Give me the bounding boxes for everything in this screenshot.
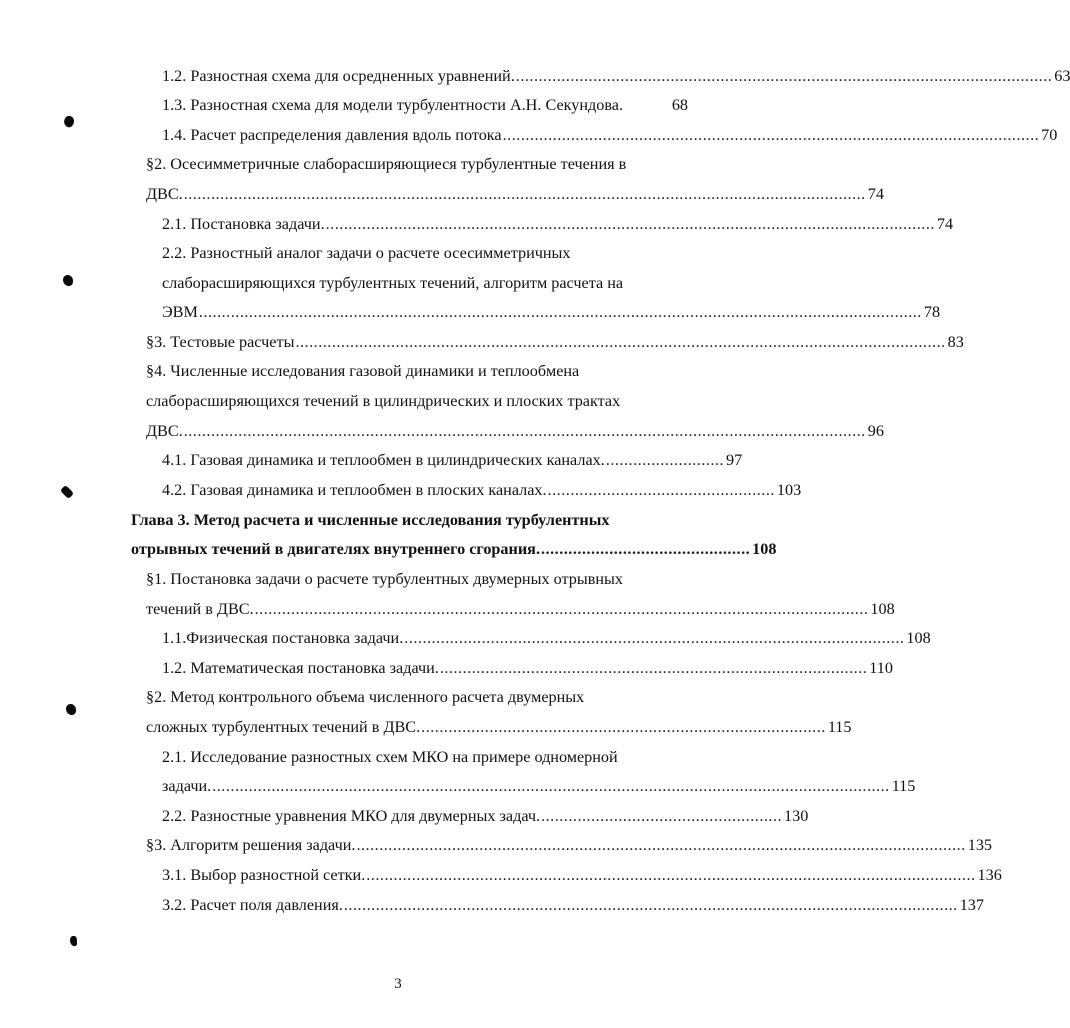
toc-entry-text: ДВС. xyxy=(146,422,183,440)
toc-entry xyxy=(162,95,688,115)
toc-entry xyxy=(162,480,802,500)
toc-entry xyxy=(162,214,954,234)
toc-entry-page: 108 xyxy=(906,629,931,647)
toc-entry-text: §3. Тестовые расчеты xyxy=(146,333,295,351)
toc-entry-page: 63 xyxy=(1054,67,1070,85)
toc-entry xyxy=(146,717,852,737)
toc-entry-text: 2.1. Исследование разностных схем МКО на примере одномерной xyxy=(162,748,618,766)
toc-entry xyxy=(146,154,688,174)
dot-leader: ............................................................................................................................................... xyxy=(295,333,946,351)
toc-entry-text: §1. Постановка задачи о расчете турбулентных двумерных отрывных xyxy=(146,570,624,588)
toc-entry-page: 97 xyxy=(726,451,743,469)
toc-entry-text: 2.2. Разностный аналог задачи о расчете осесимметричных xyxy=(162,244,571,262)
toc-entry-text: 2.2. Разностные уравнения МКО для двумерных задач. xyxy=(162,807,541,825)
dot-leader: ...................................................................................................................................... xyxy=(356,836,966,854)
toc-entry-text: 1.3. Разностная схема для модели турбулентности А.Н. Секундова. xyxy=(162,96,624,114)
toc-entry-text: слаборасширяющихся турбулентных течений, алгоритм расчета на xyxy=(162,274,624,292)
page-number: 3 xyxy=(394,976,402,992)
toc-entry xyxy=(162,273,688,293)
toc-entry xyxy=(162,865,1002,885)
toc-entry-text: отрывных течений в двигателях внутреннего сгорания. xyxy=(131,540,540,558)
toc-entry-page: 108 xyxy=(752,540,777,558)
toc-entry-page: 83 xyxy=(947,333,964,351)
toc-entry-text: 2.1. Постановка задачи. xyxy=(162,215,325,233)
toc-entry xyxy=(162,895,984,915)
toc-entry-page: 70 xyxy=(1041,126,1058,144)
toc-entry-text: 1.1.Физическая постановка задачи. xyxy=(162,629,404,647)
dot-leader: .......................... xyxy=(605,451,724,469)
toc-entry-text: §2. Осесимметричные слаборасширяющиеся турбулентные течения в xyxy=(146,155,627,173)
toc-entry-text: §2. Метод контрольного объема численного расчета двумерных xyxy=(146,688,585,706)
toc-entry xyxy=(146,421,884,441)
dot-leader: ...................................................................................................................................................... xyxy=(183,422,866,440)
toc-entry xyxy=(146,599,895,619)
toc-entry-page: 136 xyxy=(977,866,1002,884)
toc-entry-text: задачи. xyxy=(162,777,212,795)
toc-entry xyxy=(162,658,893,678)
dot-leader: .................................................. xyxy=(547,481,775,499)
toc-entry-text: слаборасширяющихся течений в цилиндрических и плоских трактах xyxy=(146,392,621,410)
dot-leader: ...................................................................................................................................... xyxy=(366,866,976,884)
toc-entry xyxy=(162,776,916,796)
toc-entry-text: 3.1. Выбор разностной сетки. xyxy=(162,866,366,884)
toc-entry xyxy=(146,391,688,411)
scan-mark xyxy=(66,704,76,715)
toc-entry-text: течений в ДВС. xyxy=(146,600,254,618)
toc-entry xyxy=(162,66,1070,86)
toc-entry-text: §3. Алгоритм решения задачи. xyxy=(146,836,356,854)
toc-entry-page: 115 xyxy=(891,777,916,795)
toc-entry-text: 1.2. Математическая постановка задачи. xyxy=(162,659,439,677)
toc-entry-text: 4.1. Газовая динамика и теплообмен в цилиндрических каналах. xyxy=(162,451,605,469)
dot-leader: ....................................................................................................................................... xyxy=(254,600,869,618)
toc-entry xyxy=(146,687,688,707)
dot-leader: ............................................................................................................................................................... xyxy=(198,303,922,321)
toc-entry xyxy=(162,243,688,263)
toc-entry-text: ДВС. xyxy=(146,185,183,203)
dot-leader: ..................................................................................................................................................... xyxy=(212,777,890,795)
toc-entry xyxy=(162,747,688,767)
scan-mark xyxy=(63,275,73,286)
toc-entry-text: 4.2. Газовая динамика и теплообмен в плоских каналах. xyxy=(162,481,547,499)
toc-entry-page: 108 xyxy=(870,600,895,618)
toc-entry xyxy=(162,125,1058,145)
toc-entry xyxy=(146,332,964,352)
toc-entry-text: 3.2. Расчет поля давления. xyxy=(162,896,343,914)
toc-entry-page: 130 xyxy=(784,807,809,825)
toc-entry xyxy=(146,835,993,855)
dot-leader: ......................................................................................... xyxy=(421,718,826,736)
dot-leader: ....................................................................................................................................... xyxy=(343,896,958,914)
toc-entry-text: 1.2. Разностная схема для осредненных уравнений. xyxy=(162,67,515,85)
chapter-heading xyxy=(131,510,688,530)
toc-entry-text: §4. Численные исследования газовой динамики и теплообмена xyxy=(146,362,580,380)
toc-entry xyxy=(146,361,688,381)
toc-entry-page: 135 xyxy=(967,836,993,854)
toc-entry-page: 74 xyxy=(936,215,954,233)
dot-leader: .............................................. xyxy=(541,540,751,558)
dot-leader: ...................................................................................................................................................... xyxy=(183,185,866,203)
toc-entry-text: Глава 3. Метод расчета и численные исследования турбулентных xyxy=(131,511,610,529)
toc-entry xyxy=(162,806,809,826)
dot-leader: ..................................................... xyxy=(541,807,783,825)
toc-entry xyxy=(162,450,743,470)
toc-entry xyxy=(146,569,688,589)
dot-leader: .............................................................................................................. xyxy=(404,629,905,647)
dot-leader: ...................................................................................................................................... xyxy=(325,215,935,233)
toc-entry-page: 115 xyxy=(827,718,852,736)
toc-entry-page: 74 xyxy=(867,185,884,203)
dot-leader: .............................................................................................. xyxy=(439,659,868,677)
toc-entry-page: 78 xyxy=(923,303,941,321)
toc-entry-text: 1.4. Расчет распределения давления вдоль потока xyxy=(162,126,502,144)
toc-entry-page: 96 xyxy=(867,422,884,440)
toc-entry-text: сложных турбулентных течений в ДВС. xyxy=(146,718,421,736)
toc-entry-page: 103 xyxy=(776,481,802,499)
toc-entry-page: 137 xyxy=(959,896,984,914)
scan-mark xyxy=(70,936,77,946)
dot-leader: ...................................................................................................................... xyxy=(502,126,1040,144)
chapter-heading xyxy=(131,539,777,559)
dot-leader: ...................................................................................................................... xyxy=(515,67,1053,85)
toc-entry xyxy=(162,302,941,322)
toc-entry-page: 68 xyxy=(671,96,688,114)
toc-entry-page: 110 xyxy=(869,659,893,677)
toc-entry xyxy=(162,628,931,648)
toc-entry-text: ЭВМ xyxy=(162,303,198,321)
toc-entry xyxy=(146,184,884,204)
